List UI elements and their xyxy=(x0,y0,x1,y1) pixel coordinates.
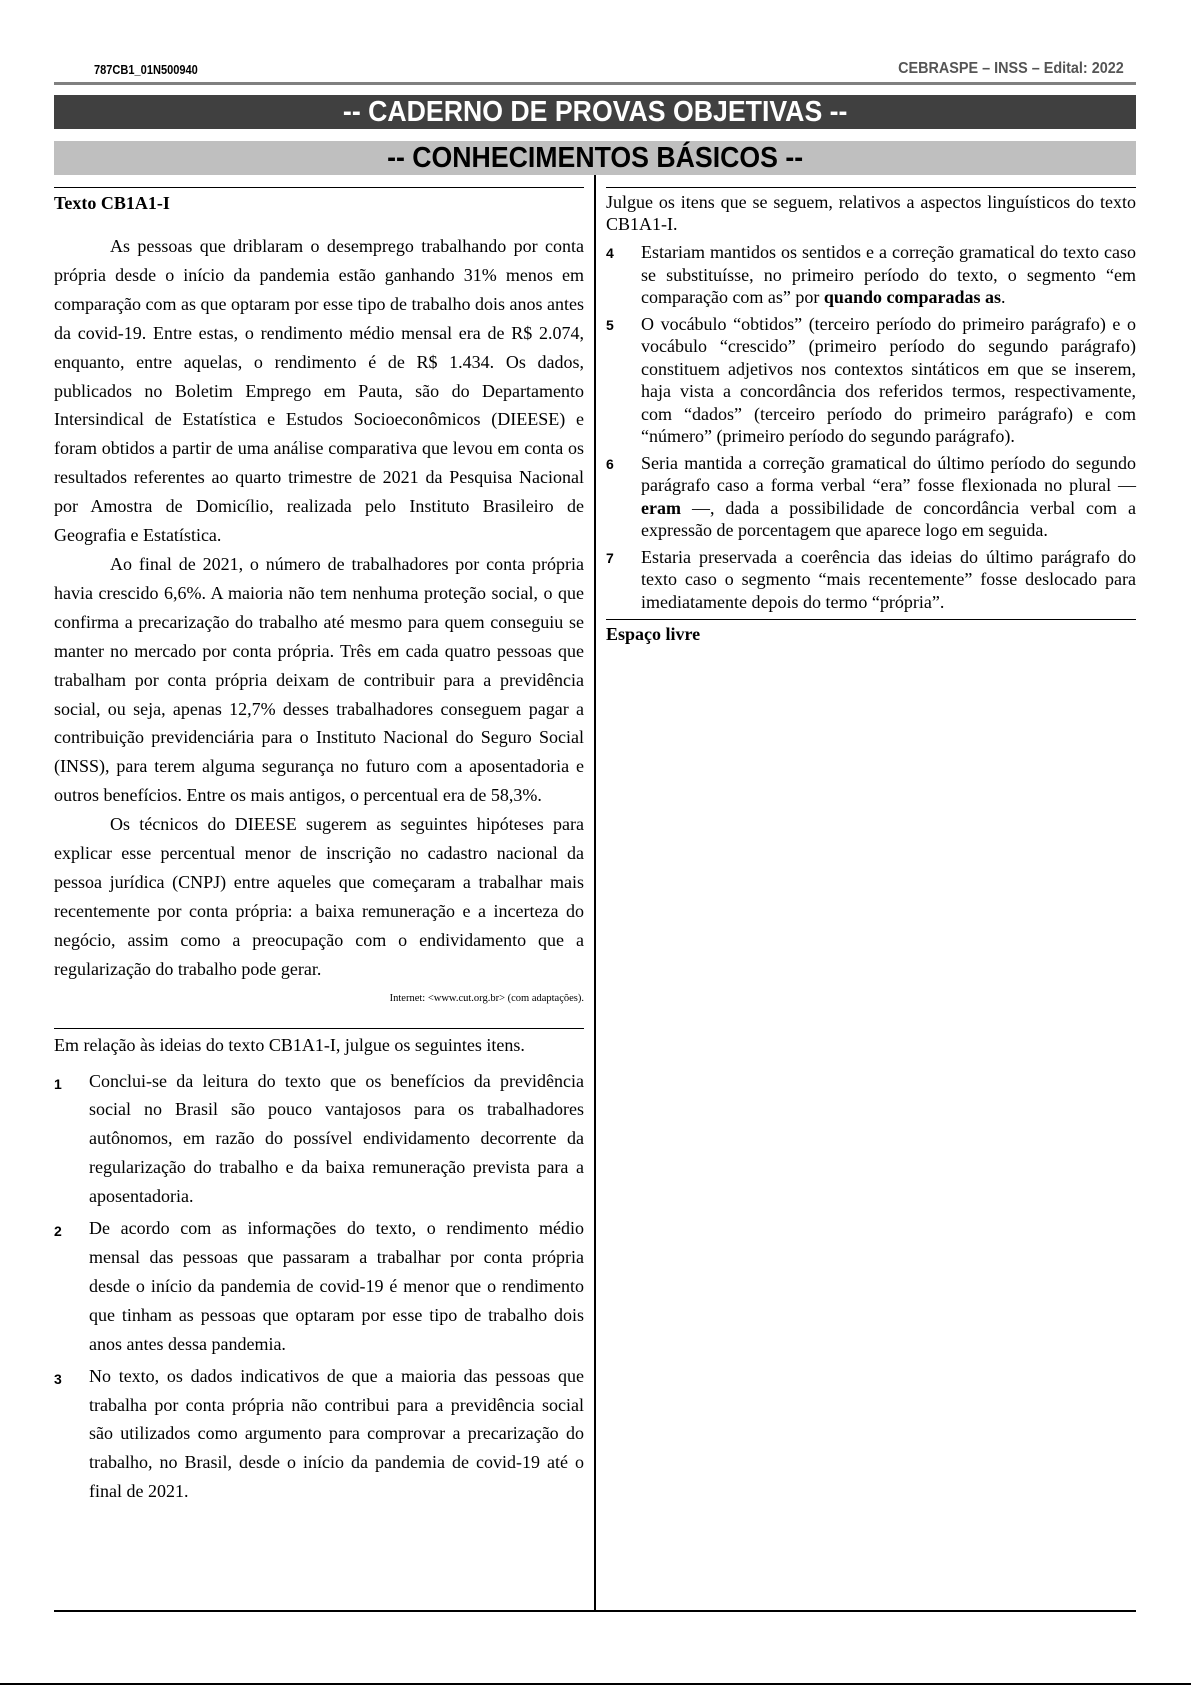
question-item xyxy=(606,241,1136,309)
question-number: 4 xyxy=(606,245,614,261)
reading-passage xyxy=(54,232,584,984)
question-item xyxy=(54,1214,584,1359)
question-text: De acordo com as informações do texto, o rendimento médio mensal das pessoas que passaram a trabalhar por conta própria desde o início da pandemia de covid-19 é menor que o rendimento que tinham as pessoas que optaram por esse tipo de trabalho dois anos antes dessa pandemia. xyxy=(89,1218,584,1354)
section-title: -- CONHECIMENTOS BÁSICOS -- xyxy=(386,142,804,174)
passage-paragraph-1: As pessoas que driblaram o desemprego trabalhando por conta própria desde o início da pandemia estão ganhando 31% menos em comparação com as que optaram por esse tipo de trabalho dois anos antes da covid-19. Entre estas, o rendimento médio mensal era de R$ 2.074, enquanto, entre aquelas, o rendimento é de R$ 1.434. Os dados, publicados no Boletim Emprego em Pauta, são do Departamento Intersindical de Estatística e Estudos Socioeconômicos (DIEESE) e foram obtidos a partir de uma análise comparativa que levou em conta os resultados referentes ao quarto trimestre de 2021 da Pesquisa Nacional por Amostra de Domicílio, realizada pelo Instituto Brasileiro de Geografia e Estatística. xyxy=(54,236,584,546)
question-item xyxy=(606,546,1136,614)
question-item xyxy=(606,452,1136,542)
question-text xyxy=(641,241,1136,309)
question-item xyxy=(606,313,1136,448)
question-text: O vocábulo “obtidos” (terceiro período do primeiro parágrafo) e o vocábulo “crescido” (primeiro período do segundo parágrafo) constituem adjetivos nos contextos sintáticos em que se inserem, haja vista a concordância dos referidos termos, respectivamente, com “dados” (terceiro período do primeiro parágrafo) e com “número” (primeiro período do segundo parágrafo). xyxy=(641,313,1136,446)
question-highlight: eram xyxy=(641,497,681,518)
document-code: 787CB1_01N500940 xyxy=(94,62,198,77)
question-number: 5 xyxy=(606,316,614,333)
section-rule xyxy=(606,619,1136,620)
question-list xyxy=(54,1067,584,1507)
question-item xyxy=(54,1362,584,1507)
question-list xyxy=(606,241,1136,613)
question-number: 3 xyxy=(54,1370,62,1387)
question-intro: Julgue os itens que se seguem, relativos a aspectos linguísticos do texto CB1A1-I. xyxy=(606,192,1136,234)
text-title: Texto CB1A1-I xyxy=(54,193,170,213)
section-banner xyxy=(54,141,1136,175)
question-intro: Em relação às ideias do texto CB1A1-I, julgue os seguintes itens. xyxy=(54,1034,525,1055)
right-column xyxy=(606,187,1136,645)
question-text: Estaria preservada a coerência das ideias do último parágrafo do texto caso o segmento “mais recentemente” fosse deslocado para imediatamente depois do termo “própria”. xyxy=(641,546,1136,612)
question-text: Conclui-se da leitura do texto que os benefícios da previdência social no Brasil são pouco vantajosos para os trabalhadores autônomos, em razão do possível endividamento decorrente da regularização do trabalho e da baixa remuneração prevista para a aposentadoria. xyxy=(89,1070,584,1207)
question-text-part: Seria mantida a correção gramatical do último período do segundo parágrafo caso a forma verbal “era” fosse flexionada no plural — xyxy=(641,452,1136,495)
question-item xyxy=(54,1067,584,1212)
passage-paragraph-2: Ao final de 2021, o número de trabalhadores por conta própria havia crescido 6,6%. A maioria não tem nenhuma proteção social, o que confirma a precarização do trabalho até mesmo para quem conseguiu se manter no mercado por conta própria. Três em cada quatro pessoas que trabalham por conta própria deixam de contribuir para a previdência social, ou seja, apenas 12,7% desses trabalhadores conseguem pagar a contribuição previdenciária para o Instituto Nacional do Seguro Social (INSS), para terem alguma segurança no futuro com a aposentadoria e outros benefícios. Entre os mais antigos, o percentual era de 58,3%. xyxy=(54,553,584,806)
section-rule xyxy=(54,1028,584,1029)
question-text-part: Estariam mantidos os sentidos e a correção gramatical do texto caso se substituísse, no primeiro período do texto, o segmento “em comparação com as” por xyxy=(641,242,1136,307)
question-number: 6 xyxy=(606,455,614,472)
question-number: 2 xyxy=(54,1223,62,1240)
question-text xyxy=(641,452,1136,542)
question-text-part: —, dada a possibilidade de concordância verbal com a expressão de porcentagem que aparece logo em seguida. xyxy=(641,497,1136,540)
free-space-title: Espaço livre xyxy=(606,624,701,644)
page-header xyxy=(54,60,1136,82)
content-bottom-rule xyxy=(54,1610,1136,1612)
free-space-block xyxy=(606,619,1136,645)
exam-identifier: CEBRASPE – INSS – Edital: 2022 xyxy=(898,60,1124,77)
section-rule xyxy=(606,187,1136,188)
question-text-part: . xyxy=(1000,287,1006,307)
exam-booklet-banner xyxy=(54,95,1136,129)
header-divider xyxy=(54,82,1136,85)
question-number: 1 xyxy=(54,1075,62,1092)
passage-paragraph-3: Os técnicos do DIEESE sugerem as seguintes hipóteses para explicar esse percentual menor de inscrição no cadastro nacional da pessoa jurídica (CNPJ) entre aqueles que começaram a trabalhar mais recentemente por conta própria: a baixa remuneração e a incerteza do negócio, assim como a preocupação com o endividamento que a regularização do trabalho pode gerar. xyxy=(54,814,584,979)
question-number: 7 xyxy=(606,549,614,566)
question-highlight: quando comparadas as xyxy=(823,287,1001,307)
left-column xyxy=(54,187,584,1509)
question-text: No texto, os dados indicativos de que a maioria das pessoas que trabalha por conta própria não contribui para a previdência social são utilizados como argumento para comprovar a precarização do trabalho, no Brasil, desde o início da pandemia de covid-19 até o final de 2021. xyxy=(89,1365,584,1502)
section-rule xyxy=(54,187,584,188)
column-divider xyxy=(594,175,596,1612)
banner-title: -- CADERNO DE PROVAS OBJETIVAS -- xyxy=(342,96,848,128)
passage-source: Internet: <www.cut.org.br> (com adaptações). xyxy=(389,992,584,1004)
ideas-questions-block xyxy=(54,1028,584,1507)
